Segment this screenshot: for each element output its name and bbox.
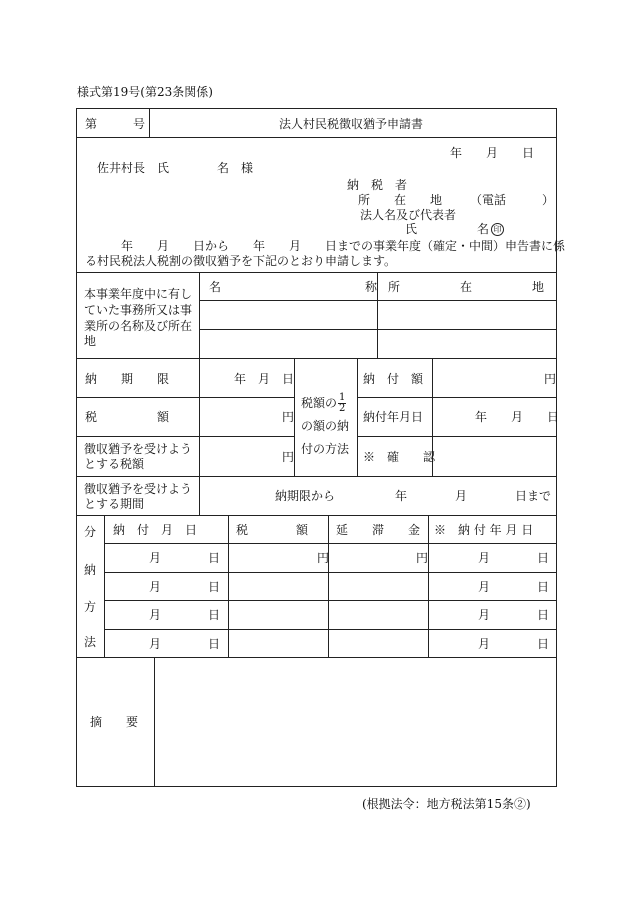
col-inst-tax — [328, 515, 329, 657]
one-half-fraction — [338, 393, 346, 414]
installment-side-2: 納 — [84, 563, 97, 577]
inst-row-3-day: 日 — [208, 608, 221, 622]
inst-row-2-paid-month: 月 — [478, 580, 491, 594]
rule-inst-end — [77, 657, 556, 658]
col-office-mid — [377, 272, 378, 358]
name-label-text: 氏 名 — [405, 222, 490, 236]
corp-label: 法人名及び代表者 — [360, 208, 457, 222]
col-inst-date — [228, 515, 229, 657]
inst-row-1-paid-month: 月 — [478, 551, 491, 565]
inst-header-tax: 税 額 — [236, 523, 309, 537]
statement-line-1: 年 月 日から 年 月 日までの事業年度（確定・中間）申告書に係 — [121, 239, 566, 253]
form-id: 様式第19号(第23条関係) — [77, 85, 213, 99]
period-value: 納期限から 年 月 日まで — [275, 489, 552, 503]
rule-deferral — [77, 476, 556, 477]
rule-due-right — [357, 397, 556, 398]
amount-label: 税 額 — [85, 410, 170, 424]
installment-side-4: 法 — [84, 635, 97, 649]
half-method-line-2: の額の納 — [301, 419, 350, 433]
seal-icon: 印 — [491, 223, 504, 236]
phone-label: （電話 ） — [470, 193, 555, 207]
inst-row-1-paid-day: 日 — [537, 551, 550, 565]
rule-applicant — [77, 272, 556, 273]
addressee: 佐井村長 氏 名 様 — [97, 161, 254, 175]
number-label: 第 号 — [85, 117, 146, 131]
inst-header-late: 延 滞 金 — [336, 523, 421, 537]
half-prefix: 税額の — [301, 396, 338, 410]
paid-amount-label: 納 付 額 — [363, 372, 424, 386]
inst-row-1-tax-yen: 円 — [317, 551, 330, 565]
rule-inst-header — [104, 543, 556, 544]
inst-row-2-day: 日 — [208, 580, 221, 594]
installment-side-3: 方 — [84, 600, 97, 614]
deferral-label-2: とする税額 — [84, 457, 145, 471]
rule-office-end — [77, 358, 556, 359]
office-label-2: ていた事務所又は事 — [84, 303, 193, 317]
inst-row-4-month: 月 — [149, 637, 162, 651]
inst-row-1-month: 月 — [149, 551, 162, 565]
col-half — [357, 358, 358, 476]
confirm-label: ※ 確 認 — [363, 450, 436, 464]
form-title: 法人村民税徴収猶予申請書 — [279, 117, 424, 131]
deferral-yen: 円 — [282, 450, 295, 464]
application-date: 年 月 日 — [450, 146, 535, 160]
inst-row-1-day: 日 — [208, 551, 221, 565]
office-location-header: 所 在 地 — [388, 280, 545, 294]
office-label-1: 本事業年度中に有し — [84, 287, 193, 301]
col-period-label — [199, 476, 200, 515]
application-form-frame — [76, 108, 566, 787]
due-label: 納 期 限 — [85, 372, 170, 386]
office-name-header: 名 称 — [209, 280, 378, 294]
fraction-numerator: 1 — [339, 392, 346, 403]
col-remarks — [154, 657, 155, 786]
col-inst-side — [104, 515, 105, 657]
rule-inst-1 — [104, 572, 556, 573]
inst-row-1-late-yen: 円 — [416, 551, 429, 565]
inst-row-2-month: 月 — [149, 580, 162, 594]
statement-line-2: る村民税法人税割の徴収猶予を下記のとおり申請します。 — [85, 254, 397, 268]
paid-date-label: 納付年月日 — [363, 410, 424, 424]
col-inst-late — [428, 515, 429, 657]
half-method-line-3: 付の方法 — [301, 442, 350, 456]
remarks-label: 摘 要 — [90, 715, 139, 729]
inst-row-3-month: 月 — [149, 608, 162, 622]
deferral-label-1: 徴収猶予を受けよう — [84, 442, 193, 456]
inst-row-4-day: 日 — [208, 637, 221, 651]
rule-inst-2 — [104, 600, 556, 601]
name-label — [405, 223, 504, 236]
office-label-3: 業所の名称及び所在 — [84, 319, 193, 333]
taxpayer-label: 納 税 者 — [347, 178, 408, 192]
amount-yen: 円 — [282, 410, 295, 424]
rule-amount — [77, 436, 294, 437]
half-method-line-1 — [301, 393, 347, 414]
col-office-label — [199, 272, 200, 358]
office-label-4: 地 — [84, 334, 97, 348]
installment-side-1: 分 — [84, 525, 97, 539]
period-label-2: とする期間 — [84, 497, 145, 511]
inst-row-4-paid-month: 月 — [478, 637, 491, 651]
inst-row-3-paid-month: 月 — [478, 608, 491, 622]
rule-inst-3 — [104, 629, 556, 630]
inst-header-paid: ※ 納 付 年 月 日 — [434, 523, 534, 537]
inst-row-3-paid-day: 日 — [537, 608, 550, 622]
paid-amount-yen: 円 — [544, 372, 557, 386]
paid-date-value: 年 月 日 — [475, 410, 560, 424]
col-tax-label — [199, 358, 200, 476]
period-label-1: 徴収猶予を受けよう — [84, 482, 193, 496]
inst-row-2-paid-day: 日 — [537, 580, 550, 594]
rule-header — [77, 137, 556, 138]
inst-row-4-paid-day: 日 — [537, 637, 550, 651]
legal-basis: (根拠法令：地方税法第15条②) — [362, 797, 531, 811]
inst-header-date: 納 付 月 日 — [113, 523, 198, 537]
rule-amount-right — [357, 436, 556, 437]
rule-due — [77, 397, 294, 398]
due-value: 年 月 日 — [234, 372, 295, 386]
col-tax-value — [294, 358, 295, 476]
rule-period — [77, 515, 556, 516]
fraction-denominator: 2 — [339, 403, 346, 414]
col-number — [149, 109, 150, 137]
address-label: 所 在 地 — [358, 193, 443, 207]
